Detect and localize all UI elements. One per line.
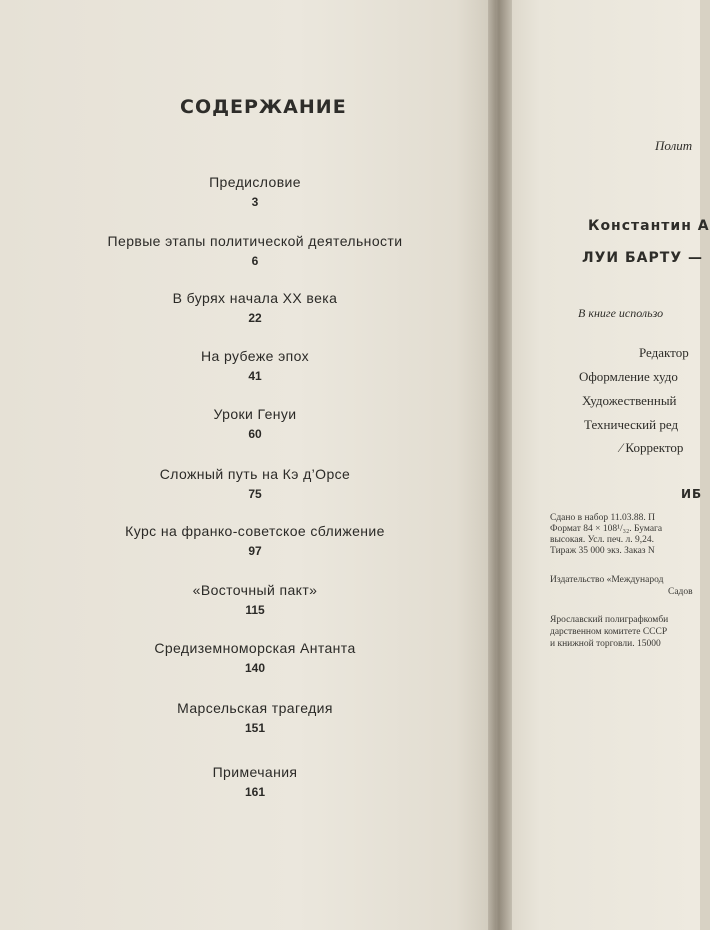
toc-entry-page: 97 — [248, 544, 262, 558]
toc-entry — [90, 700, 420, 735]
toc-entry-title: Марсельская трагедия — [177, 700, 333, 716]
printer-line: Ярославский полиграфкомби — [550, 615, 669, 625]
toc-entry-title: «Восточный пакт» — [192, 582, 318, 598]
toc-entry — [90, 582, 420, 617]
credit-design: Оформление худо — [579, 369, 678, 384]
toc-entry-title: Сложный путь на Кэ д’Орсе — [159, 466, 351, 482]
toc-entry — [90, 290, 420, 325]
contents-heading: СОДЕРЖАНИЕ — [180, 96, 347, 118]
toc-entry-page: 140 — [244, 661, 266, 675]
toc-entry-page: 151 — [244, 721, 266, 735]
imprint-line: Тираж 35 000 экз. Заказ N — [550, 546, 655, 556]
toc-entry-page: 3 — [251, 195, 259, 209]
toc-entry-page: 41 — [248, 369, 262, 383]
imprint-line: Сдано в набор 11.03.88. П — [550, 513, 655, 523]
printer-line: и книжной торговли. 15000 — [550, 639, 661, 649]
printer-line: дарственном комитете СССР — [550, 627, 668, 637]
toc-entry-title: Средиземноморская Антанта — [154, 640, 356, 656]
toc-entry — [90, 348, 420, 383]
toc-entry-page: 75 — [248, 487, 262, 501]
toc-entry-page: 22 — [248, 311, 262, 325]
credit-editor: Редактор — [639, 345, 689, 360]
toc-entry-page: 6 — [251, 254, 259, 268]
ib-label: ИБ — [681, 487, 703, 501]
toc-entry — [90, 640, 420, 675]
toc-entry-title: Уроки Генуи — [213, 406, 297, 422]
toc-entry-title: В бурях начала XX века — [172, 290, 338, 306]
toc-entry — [90, 523, 420, 558]
imprint-line: Формат 84 × 108¹/₃₂. Бумага — [550, 524, 663, 534]
credit-art-editor: Художественный — [582, 393, 677, 408]
toc-entry — [90, 406, 420, 441]
toc-entry — [90, 233, 420, 268]
toc-entry — [90, 174, 420, 209]
toc-entry-title: Первые этапы политической деятельности — [107, 233, 403, 249]
toc-entry-title: Примечания — [212, 764, 298, 780]
book-gutter — [488, 0, 512, 930]
toc-entry — [90, 764, 420, 799]
credit-proofreader: ⁄ Корректор — [620, 440, 684, 455]
imprint-line: высокая. Усл. печ. л. 9,24. — [550, 535, 655, 545]
toc-entry-title: На рубеже эпох — [200, 348, 310, 364]
author-name: Константин А — [588, 218, 710, 234]
series-name: Полит — [655, 138, 693, 153]
toc-entry — [90, 466, 420, 501]
book-title: ЛУИ БАРТУ — — [582, 250, 703, 266]
publisher-line: Издательство «Международ — [550, 575, 664, 585]
toc-entry-title: Предисловие — [209, 174, 301, 190]
usage-note: В книге использо — [578, 306, 664, 320]
toc-entry-title: Курс на франко-советское сближение — [125, 523, 385, 539]
toc-entry-page: 115 — [245, 603, 265, 617]
right-page — [500, 0, 710, 930]
toc-entry-page: 161 — [244, 785, 266, 799]
credit-tech-editor: Технический ред — [584, 417, 679, 432]
toc-entry-page: 60 — [248, 427, 262, 441]
publisher-line: Садов — [668, 587, 693, 597]
